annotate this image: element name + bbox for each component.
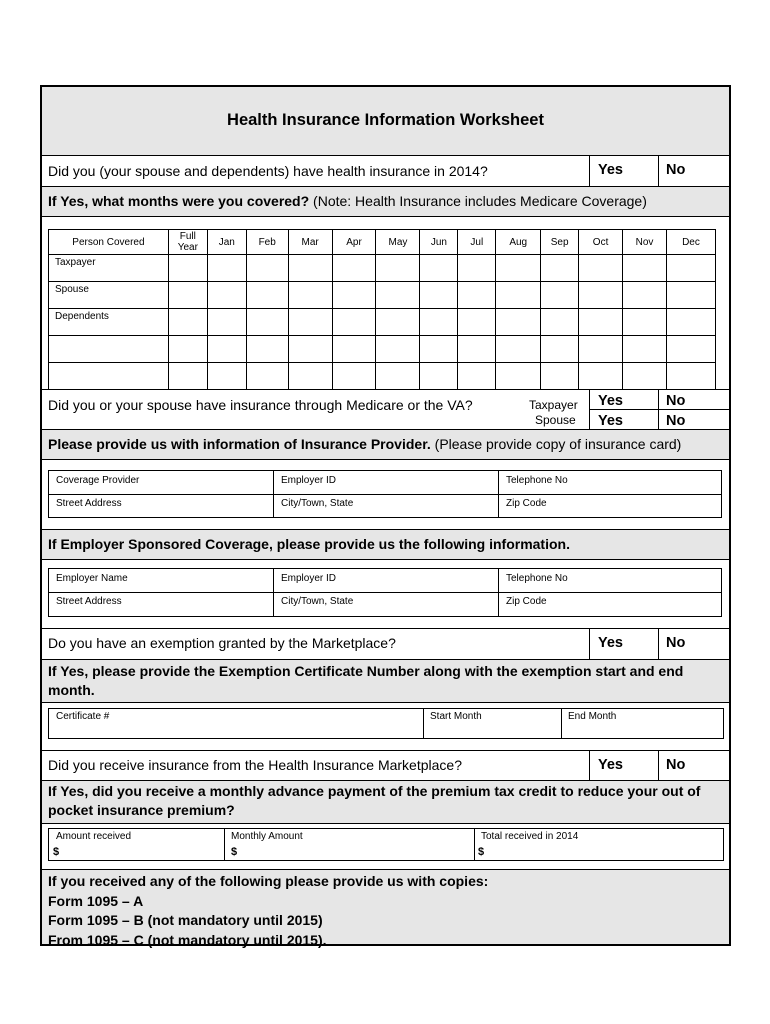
monthly-amount-label: Monthly Amount: [231, 831, 303, 842]
question-health-insurance: Did you (your spouse and dependents) have health insurance in 2014?: [48, 163, 488, 179]
col-jan: Jan: [207, 230, 246, 255]
col-apr: Apr: [332, 230, 376, 255]
provider-header-note: (Please provide copy of insurance card): [430, 436, 682, 452]
table-row: [49, 282, 716, 309]
table-row: [49, 255, 716, 282]
employer-info-box: [48, 568, 722, 617]
col-mar: Mar: [288, 230, 332, 255]
row-label-blank[interactable]: [49, 336, 169, 363]
start-month-field[interactable]: Start Month: [430, 711, 482, 722]
q3-yes-option[interactable]: Yes: [598, 635, 623, 651]
employer-telephone-field[interactable]: Telephone No: [506, 573, 568, 584]
q3-no-option[interactable]: No: [666, 635, 686, 651]
question-exemption: Do you have an exemption granted by the Marketplace?: [48, 635, 396, 651]
q2-taxpayer-label: Taxpayer: [529, 398, 578, 412]
provider-street-field[interactable]: Street Address: [56, 498, 122, 509]
monthly-amount-field[interactable]: $: [231, 846, 238, 858]
provider-employer-id-field[interactable]: Employer ID: [281, 475, 337, 486]
q2-taxpayer-yes[interactable]: Yes: [598, 393, 623, 409]
row-label-spouse: Spouse: [49, 282, 169, 309]
q2-spouse-yes[interactable]: Yes: [598, 413, 623, 429]
copies-instruction: If you received any of the following please provide us with copies:: [48, 873, 489, 889]
col-jul: Jul: [458, 230, 496, 255]
end-month-field[interactable]: End Month: [568, 711, 617, 722]
q4-no-option[interactable]: No: [666, 757, 686, 773]
certificate-number-field[interactable]: Certificate #: [56, 711, 110, 722]
employer-street-field[interactable]: Street Address: [56, 596, 122, 607]
q4-yes-option[interactable]: Yes: [598, 757, 623, 773]
amount-received-field[interactable]: $: [53, 846, 60, 858]
worksheet-form: [40, 85, 731, 946]
q1-yes-option[interactable]: Yes: [598, 162, 623, 178]
provider-info-box: [48, 470, 722, 518]
months-header: [42, 187, 729, 216]
table-row: [49, 336, 716, 363]
col-aug: Aug: [496, 230, 541, 255]
months-header-note: (Note: Health Insurance includes Medicare Coverage): [309, 193, 647, 209]
question-marketplace: Did you receive insurance from the Health Insurance Marketplace?: [48, 757, 462, 773]
form-1095-b: Form 1095 – B (not mandatory until 2015): [48, 912, 323, 928]
exemption-info-box: [48, 708, 724, 739]
row-label-dependents: Dependents: [49, 309, 169, 336]
premium-header: [42, 781, 729, 823]
col-person-covered: Person Covered: [49, 230, 169, 255]
coverage-provider-field[interactable]: Coverage Provider: [56, 475, 140, 486]
col-feb: Feb: [246, 230, 288, 255]
col-oct: Oct: [579, 230, 623, 255]
total-received-field[interactable]: $: [478, 846, 485, 858]
col-may: May: [376, 230, 420, 255]
provider-header-title: Please provide us with information of Insurance Provider.: [48, 436, 431, 452]
col-sep: Sep: [541, 230, 579, 255]
employer-header-title: If Employer Sponsored Coverage, please provide us the following information.: [48, 536, 570, 552]
months-covered-table: [48, 229, 716, 390]
months-header-question: If Yes, what months were you covered?: [48, 193, 310, 209]
provider-city-field[interactable]: City/Town, State: [281, 498, 354, 509]
premium-info-box: [48, 828, 724, 861]
page-title: Health Insurance Information Worksheet: [227, 111, 544, 129]
col-nov: Nov: [623, 230, 667, 255]
employer-header: [42, 530, 729, 559]
copies-section: [42, 870, 729, 948]
months-table-header: [49, 230, 716, 255]
employer-id-field[interactable]: Employer ID: [281, 573, 337, 584]
employer-name-field[interactable]: Employer Name: [56, 573, 128, 584]
col-full-year: Full Year: [168, 230, 207, 255]
form-1095-a: Form 1095 – A: [48, 892, 144, 909]
provider-header: [42, 430, 729, 459]
provider-telephone-field[interactable]: Telephone No: [506, 475, 568, 486]
provider-zip-field[interactable]: Zip Code: [506, 498, 547, 509]
exemption-header: [42, 660, 729, 702]
q2-taxpayer-no[interactable]: No: [666, 393, 686, 409]
col-jun: Jun: [420, 230, 458, 255]
exemption-header-title: If Yes, please provide the Exemption Certificate Number along with the exemption start and end month.: [48, 663, 684, 698]
question-medicare-va: Did you or your spouse have insurance through Medicare or the VA?: [48, 397, 473, 413]
amount-received-label: Amount received: [56, 831, 132, 842]
form-1095-c: From 1095 – C (not mandatory until 2015).: [48, 931, 327, 948]
title-section: [42, 87, 729, 155]
col-dec: Dec: [666, 230, 715, 255]
row-label-blank[interactable]: [49, 363, 169, 390]
q1-no-option[interactable]: No: [666, 162, 686, 178]
table-row: [49, 363, 716, 390]
q2-spouse-no[interactable]: No: [666, 413, 686, 429]
employer-city-field[interactable]: City/Town, State: [281, 596, 354, 607]
total-received-label: Total received in 2014: [481, 831, 579, 842]
q2-spouse-label: Spouse: [535, 413, 576, 427]
row-label-taxpayer: Taxpayer: [49, 255, 169, 282]
employer-zip-field[interactable]: Zip Code: [506, 596, 547, 607]
table-row: [49, 309, 716, 336]
premium-header-title: If Yes, did you receive a monthly advance payment of the premium tax credit to reduce your out of pocket insurance premium?: [48, 783, 701, 818]
